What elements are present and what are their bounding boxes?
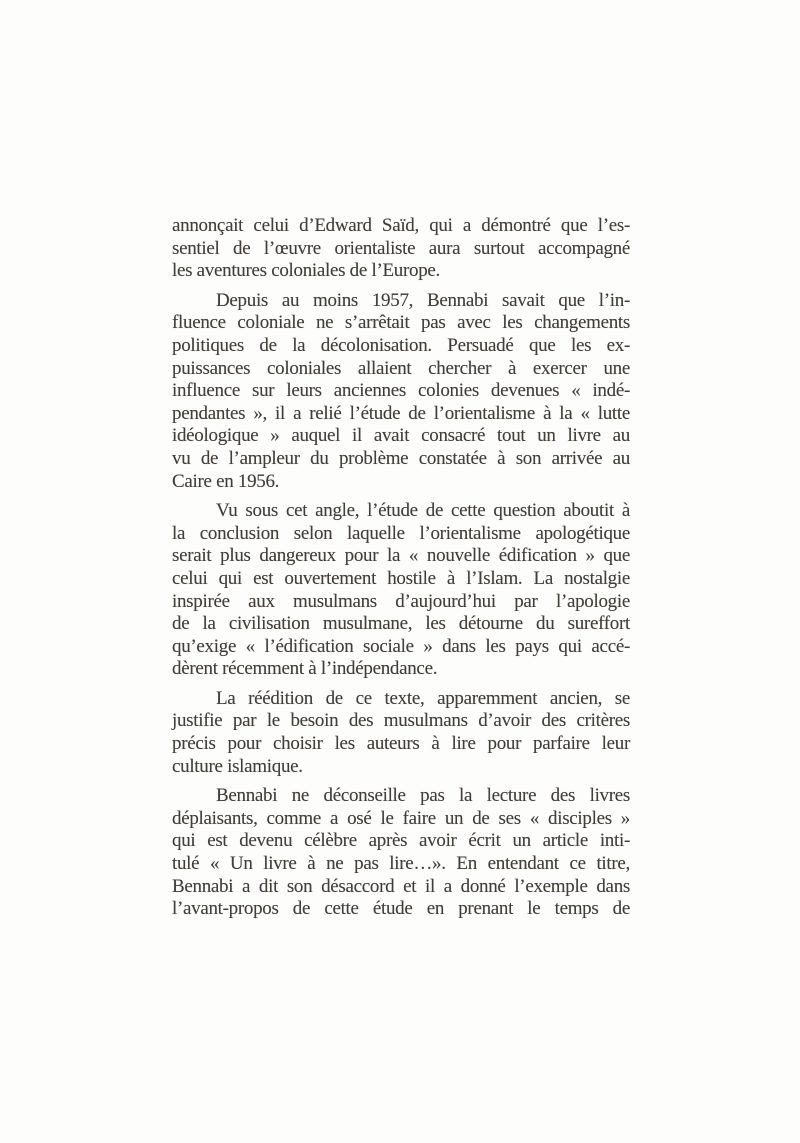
- text-line: qui est devenu célèbre après avoir écrit un article inti-: [172, 830, 630, 852]
- text-line: déplaisants, comme a osé le faire un de ses « disciples »: [172, 807, 630, 829]
- text-line: Vu sous cet angle, l’étude de cette question aboutit à: [216, 500, 630, 522]
- text-line: La réédition de ce texte, apparemment ancien, se: [216, 687, 630, 709]
- text-line: sentiel de l’œuvre orientaliste aura surtout accompagné: [172, 237, 630, 259]
- text-line: fluence coloniale ne s’arrêtait pas avec les changements: [172, 312, 630, 334]
- text-line: culture islamique.: [172, 755, 303, 777]
- text-line: de la civilisation musulmane, les détourne du sureffort: [172, 613, 630, 635]
- text-line: qu’exige « l’édification sociale » dans les pays qui accé-: [172, 635, 630, 657]
- text-line: pendantes », il a relié l’étude de l’orientalisme à la « lutte: [172, 402, 630, 424]
- text-line: vu de l’ampleur du problème constatée à son arrivée au: [172, 447, 630, 469]
- text-line: serait plus dangereux pour la « nouvelle édification » que: [172, 545, 630, 567]
- text-line: idéologique » auquel il avait consacré tout un livre au: [172, 425, 630, 447]
- text-line: Caire en 1956.: [172, 470, 280, 492]
- text-line: précis pour choisir les auteurs à lire pour parfaire leur: [172, 733, 630, 755]
- text-line: Bennabi a dit son désaccord et il a donné l’exemple dans: [172, 875, 630, 897]
- paragraph: [172, 215, 630, 283]
- text-line: dèrent récemment à l’indépendance.: [172, 658, 438, 680]
- text-line: influence sur leurs anciennes colonies devenues « indé-: [172, 380, 630, 402]
- text-line: justifie par le besoin des musulmans d’avoir des critères: [172, 710, 630, 732]
- paragraph: [172, 688, 630, 778]
- text-line: Depuis au moins 1957, Bennabi savait que l’in-: [216, 289, 630, 311]
- paragraph: [172, 500, 630, 681]
- text-line: inspirée aux musulmans d’aujourd’hui par l’apologie: [172, 590, 630, 612]
- text-line: Bennabi ne déconseille pas la lecture des livres: [216, 785, 630, 807]
- text-line: les aventures coloniales de l’Europe.: [172, 260, 440, 282]
- text-line: annonçait celui d’Edward Saïd, qui a démontré que l’es-: [172, 215, 630, 236]
- text-line: tulé « Un livre à ne pas lire…». En entendant ce titre,: [172, 853, 630, 875]
- text-line: l’avant-propos de cette étude en prenant le temps de: [172, 898, 630, 920]
- page-text-block: [172, 215, 630, 921]
- paragraph: [172, 290, 630, 493]
- text-line: celui qui est ouvertement hostile à l’Islam. La nostalgie: [172, 567, 630, 589]
- text-line: puissances coloniales allaient chercher à exercer une: [172, 357, 630, 379]
- text-line: politiques de la décolonisation. Persuadé que les ex-: [172, 334, 630, 356]
- text-line: la conclusion selon laquelle l’orientalisme apologétique: [172, 522, 630, 544]
- paragraph: [172, 785, 630, 921]
